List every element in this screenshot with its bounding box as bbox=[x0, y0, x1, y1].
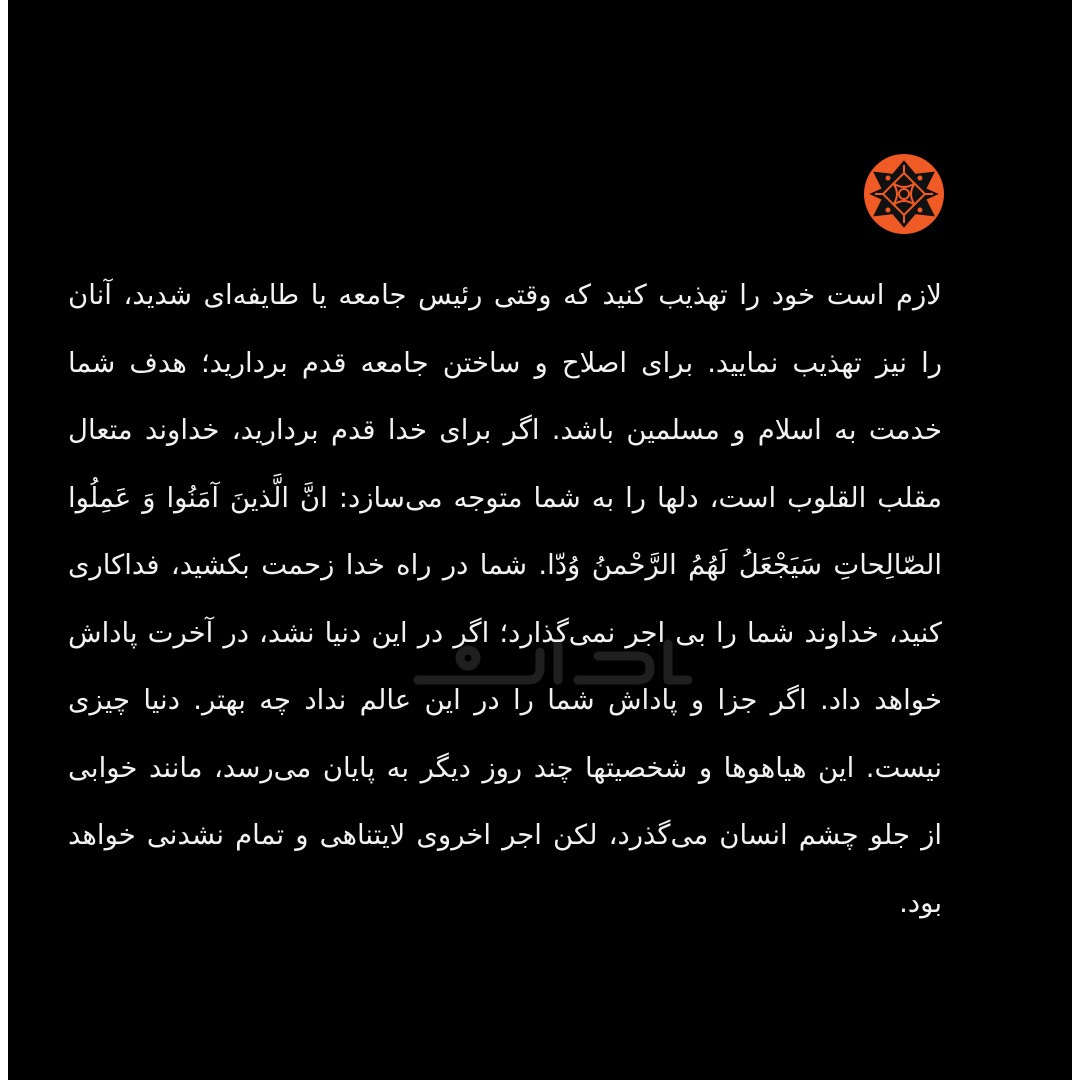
post-frame bbox=[8, 0, 1072, 1080]
orange-knot-emblem-icon bbox=[863, 153, 945, 235]
quote-text: لازم است خود را تهذیب کنید که وقتی رئیس جامعه یا طایفه‌ای شدید، آنان را نیز تهذیب نمایید. برای اصلاح و ساختن جامعه قدم بردارید؛ هدف شما خدمت به اسلام و مسلمین باشد. اگر برای خدا قدم بردارید، خداوند متعال مقلب القلوب است، دلها را به شما متوجه می‌سازد: انَّ الَّذینَ آمَنُوا وَ عَمِلُوا الصّالِحاتِ سَیَجْعَلُ لَهُمُ الرَّحْمنُ وُدّا. شما در راه خدا زحمت بکشید، فداکاری کنید، خداوند شما را بی اجر نمی‌گذارد؛ اگر در این دنیا نشد، در آخرت پاداش خواهد داد. اگر جزا و پاداش شما را در این عالم نداد چه بهتر. دنیا چیزی نیست. این هیاهوها و شخصیتها چند روز دیگر به پایان می‌رسد، مانند خوابی از جلو چشم انسان می‌گذرد، لکن اجر اخروی لایتناهی و تمام نشدنی خواهد بود. bbox=[68, 279, 942, 919]
